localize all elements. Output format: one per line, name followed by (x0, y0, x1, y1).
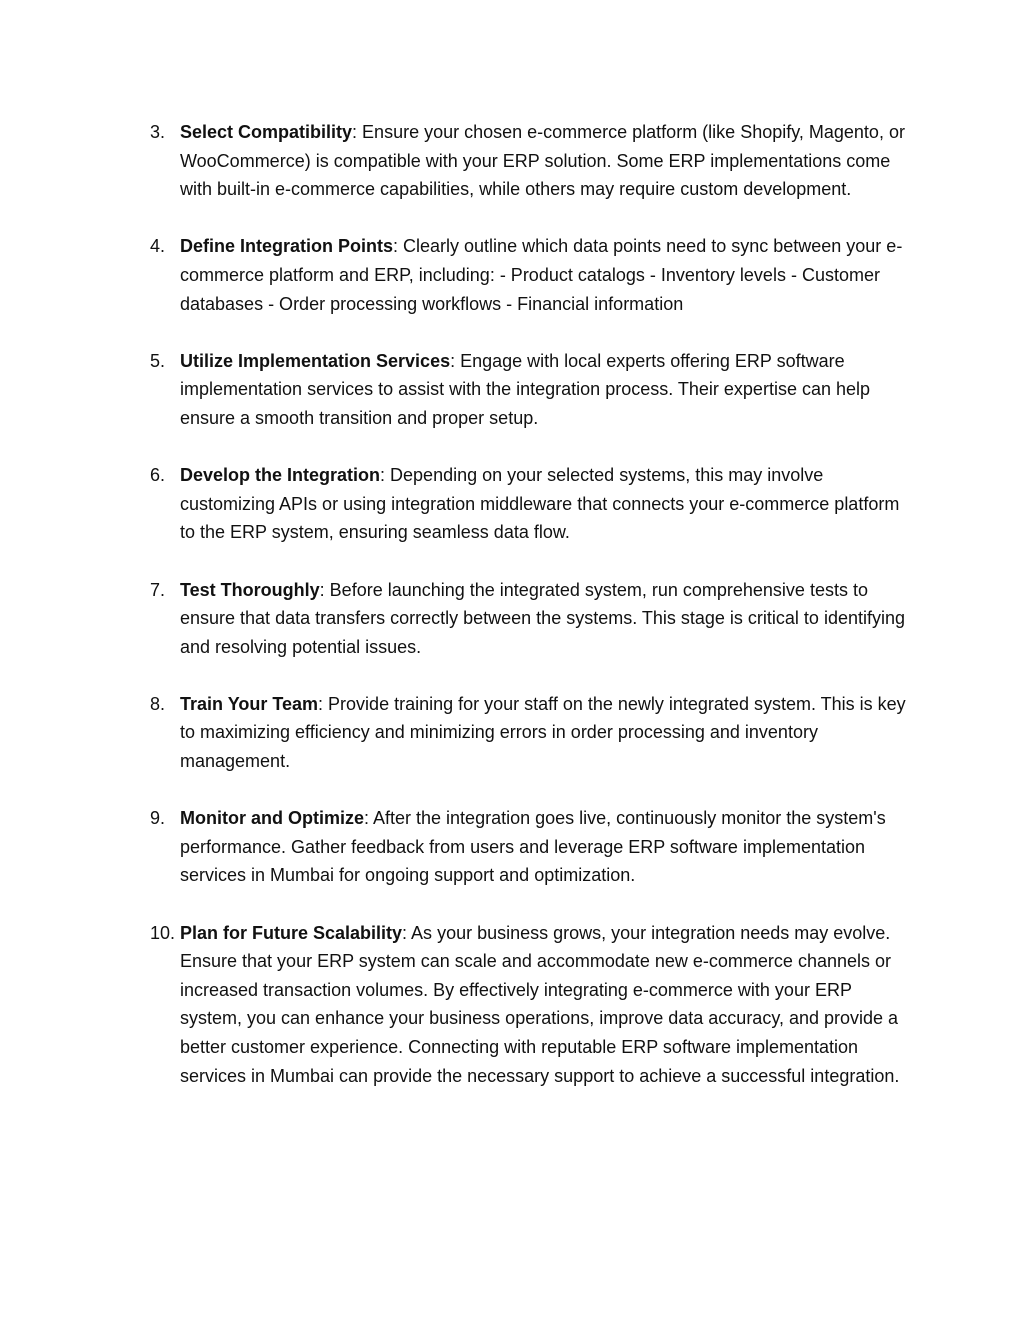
list-number: 4. (150, 236, 166, 257)
list-item-text: : Before launching the integrated system, run comprehensive tests to ensure that data transfers correctly between the systems. This stage is critical to identifying and resolving potential issues. (180, 579, 906, 657)
list-item (150, 461, 910, 547)
list-item (150, 232, 910, 318)
list-item-text: : As your business grows, your integration needs may evolve. Ensure that your ERP system can scale and accommodate new e-commerce channels or increased transaction volumes. By effectively integrating e-commerce with your ERP system, you can enhance your business operations, improve data accuracy, and provide a better customer experience. Connecting with reputable ERP software implementation services in Mumbai can provide the necessary support to achieve a successful integration. (180, 922, 900, 1086)
list-item (150, 804, 910, 890)
list-number: 10. (150, 922, 176, 943)
list-number: 9. (150, 808, 166, 829)
list-item (150, 576, 910, 662)
list-item-body (180, 232, 910, 318)
list-item-body (180, 347, 910, 433)
list-number: 8. (150, 693, 166, 714)
list-number: 7. (150, 579, 166, 600)
list-item-text: : Clearly outline which data points need to sync between your e-commerce platform and ERP, including: - Product catalogs - Inventory levels - Customer databases - Order processing workflows - Financial information (180, 236, 903, 314)
list-item-term: Select Compatibility (180, 122, 353, 142)
list-item-body (180, 919, 910, 1091)
list-item (150, 347, 910, 433)
list-item-body (180, 804, 910, 890)
list-item-body (180, 690, 910, 776)
list-item-term: Train Your Team (180, 693, 319, 714)
list-number: 6. (150, 465, 166, 486)
list-item-body (180, 576, 910, 662)
list-item-term: Plan for Future Scalability (180, 922, 403, 943)
list-number: 5. (150, 350, 166, 371)
list-item-term: Develop the Integration (180, 465, 381, 486)
list-item-body (180, 461, 910, 547)
list-item (150, 690, 910, 776)
list-item-text: : Engage with local experts offering ERP software implementation services to assist with the integration process. Their expertise can help ensure a smooth transition and proper setup. (180, 350, 871, 428)
list-number: 3. (150, 122, 166, 142)
list-item-text: : After the integration goes live, continuously monitor the system's performance. Gather feedback from users and leverage ERP software implementation services in Mumbai for ongoing support and optimization. (180, 808, 886, 886)
list-item-text: : Ensure your chosen e-commerce platform (like Shopify, Magento, or WooCommerce) is compatible with your ERP solution. Some ERP implementations come with built-in e-commerce capabilities, while others may require custom development. (180, 122, 905, 200)
list-item-text: : Provide training for your staff on the newly integrated system. This is key to maximizing efficiency and minimizing errors in order processing and inventory management. (180, 693, 906, 772)
list-item (150, 919, 910, 1091)
list-item-term: Utilize Implementation Services (180, 350, 451, 371)
numbered-list (150, 118, 910, 1119)
list-item-term: Define Integration Points (180, 236, 394, 257)
list-item-term: Monitor and Optimize (180, 808, 364, 829)
list-item-body (180, 118, 910, 204)
list-item (150, 118, 910, 204)
list-item-term: Test Thoroughly (180, 579, 320, 600)
list-item-text: : Depending on your selected systems, this may involve customizing APIs or using integration middleware that connects your e-commerce platform to the ERP system, ensuring seamless data flow. (180, 465, 900, 543)
